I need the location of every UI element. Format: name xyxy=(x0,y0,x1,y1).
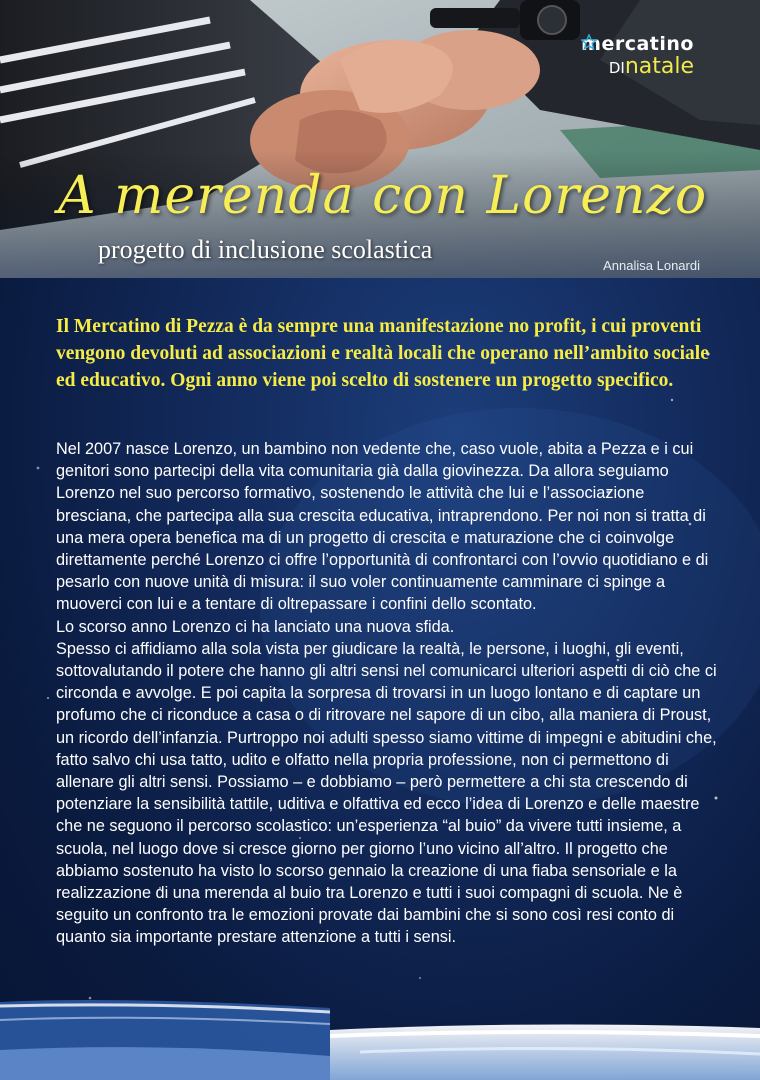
logo-di: DI xyxy=(608,59,625,77)
logo-natale: natale xyxy=(624,54,694,79)
header-photo xyxy=(0,0,760,278)
logo-mercatino: mercatino xyxy=(581,33,694,55)
article-subtitle: progetto di inclusione scolastica xyxy=(98,235,433,264)
logo-di-natale xyxy=(581,55,694,81)
article-author: Annalisa Lonardi xyxy=(603,258,700,273)
body-paragraph-1: Nel 2007 nasce Lorenzo, un bambino non vedente che, caso vuole, abita a Pezza e i cui genitori sono partecipi della vita comunitaria già dalla giovinezza. Da allora seguiamo Lorenzo nel suo percorso formativo, sostenendo le attività che lui e l’associazione bresciana, che partecipa alla sua crescita educativa, intraprendono. Per noi non si tratta di una mera opera benefica ma di un progetto di crescita e maturazione che ci coinvolge direttamente perché Lorenzo ci offre l’opportunità di confrontarci con l’ovvio quotidiano e di pesarlo con nuove unità di misura: il suo voler continuamente camminare ci spinge a muoverci con lui e a tentare di oltrepassare i confini dello scontato. xyxy=(56,440,709,614)
mercatino-natale-logo xyxy=(581,34,694,81)
intro-paragraph: Il Mercatino di Pezza è da sempre una manifestazione no profit, i cui proventi vengono devoluti ad associazioni e realtà locali che operano nell’ambito sociale ed educativo. Ogni anno viene poi scelto di sostenere un progetto specifico. xyxy=(56,316,709,391)
article-body xyxy=(56,438,718,949)
article-title: A merenda con Lorenzo xyxy=(58,166,708,226)
star-icon xyxy=(581,34,597,50)
body-paragraph-3: Spesso ci affidiamo alla sola vista per giudicare la realtà, le persone, i luoghi, gli eventi, sottovalutando il potere che hanno gli altri sensi nel comunicarci ulteriori aspetti di ciò che ci circonda e avvolge. E poi capita la sorpresa di trovarsi in un luogo lontano e di captare un profumo che ci riconduce a casa o di ritrovare nel sapore di un cibo, alla maniera di Proust, un ricordo dell’infanzia. Purtroppo noi adulti spesso siamo vittime di impegni e abitudini che, fatto salvo chi usa tatto, udito e olfatto nella propria professione, non ci permettono di allenare gli altri sensi. Possiamo – e dobbiamo – però permettere a chi sta crescendo di potenziare la sensibilità tattile, uditiva e olfattiva ed ecco l’idea di Lorenzo e delle maestre che ne seguono il percorso scolastico: un’esperienza “al buio” da vivere tutti insieme, a scuola, nel luogo dove si cresce giorno per giorno l’uno vicino all’altro. Il progetto che abbiamo sostenuto ha visto lo scorso gennaio la creazione di una fiaba sensoriale e la realizzazione di una merenda al buio tra Lorenzo e tutti i suoi compagni di scuola. Ne è seguito un confronto tra le emozioni provate dai bambini che si sono così resi conto di quanto sia importante prestare attenzione a tutti i sensi. xyxy=(56,639,717,947)
body-paragraph-2: Lo scorso anno Lorenzo ci ha lanciato una nuova sfida. xyxy=(56,617,455,636)
snow-ground-decoration xyxy=(0,990,760,1080)
